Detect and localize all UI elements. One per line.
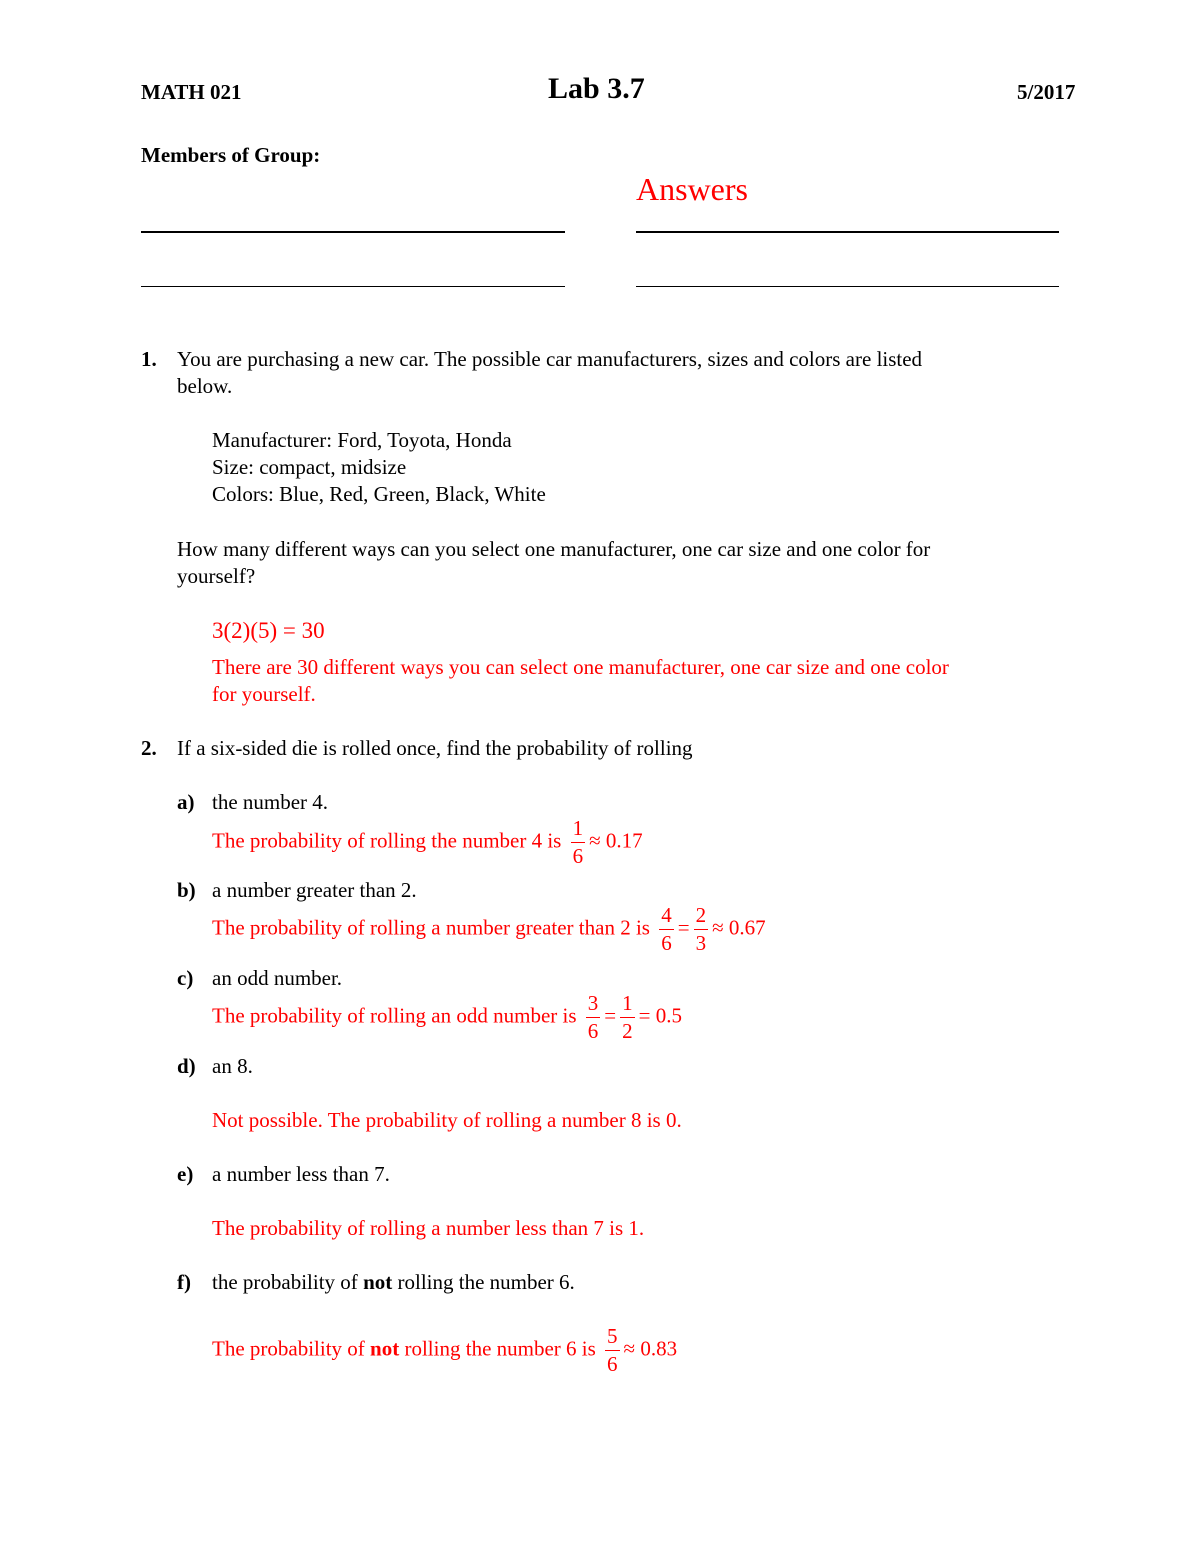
q1-answer-line1: There are 30 different ways you can select one manufacturer, one car size and one color: [212, 655, 949, 679]
answer-text: The probability of rolling the number 4 is: [212, 828, 562, 853]
member-line-2: [636, 231, 1059, 233]
q1-question-line1: How many different ways can you select one manufacturer, one car size and one color for: [177, 537, 931, 561]
fraction: $\frac{1}{6}$: [572, 816, 584, 868]
part-text: a number greater than 2.: [212, 878, 417, 902]
q1-prompt-line2: below.: [177, 374, 233, 398]
part-letter: d): [177, 1054, 196, 1078]
q2-number: 2.: [141, 736, 157, 760]
part-text: the number 4.: [212, 790, 329, 814]
q1-question-line2: yourself?: [177, 564, 256, 588]
part-letter: e): [177, 1162, 194, 1186]
q1-prompt-line1: You are purchasing a new car. The possible car manufacturers, sizes and colors are listed: [177, 347, 923, 371]
q1-manufacturer: Manufacturer: Ford, Toyota, Honda: [212, 428, 512, 452]
part-b-answer: [212, 905, 766, 954]
fraction: $\frac{1}{2}$: [622, 991, 633, 1043]
q1-answer-line2: for yourself.: [212, 682, 316, 706]
q1-answer-equation: 3(2)(5) = 30: [212, 618, 325, 643]
part-text: an 8.: [212, 1054, 253, 1078]
equals-sign: =: [677, 915, 690, 940]
approx-value: ≈ 0.67: [712, 915, 766, 940]
members-label: Members of Group:: [141, 143, 321, 167]
q1-size: Size: compact, midsize: [212, 455, 407, 479]
part-text: an odd number.: [212, 966, 343, 990]
fraction: $\frac{4}{6}$: [661, 903, 672, 955]
q1-number: 1.: [141, 347, 157, 371]
part-text: the probability of not rolling the number 6.: [212, 1270, 575, 1294]
member-line-1: [141, 231, 565, 233]
approx-value: ≈ 0.17: [589, 828, 643, 853]
equals-sign: =: [604, 1003, 617, 1028]
q1-colors: Colors: Blue, Red, Green, Black, White: [212, 482, 546, 506]
q2-prompt: If a six-sided die is rolled once, find the probability of rolling: [177, 736, 693, 760]
approx-value: = 0.5: [638, 1003, 682, 1028]
part-f-answer: The probability of not rolling the number 6 is $\frac{5}{6}$ ≈ 0.83: [212, 1324, 678, 1376]
part-letter: a): [177, 790, 195, 814]
part-e-answer: The probability of rolling a number less than 7 is 1.: [212, 1216, 645, 1240]
answer-text: The probability of rolling an odd number is: [212, 1003, 577, 1028]
part-text: a number less than 7.: [212, 1162, 390, 1186]
part-letter: f): [177, 1270, 191, 1294]
date: 5/2017: [1017, 80, 1076, 104]
part-letter: c): [177, 966, 194, 990]
approx-value: ≈ 0.83: [623, 1336, 678, 1361]
part-d-answer: Not possible. The probability of rolling a number 8 is 0.: [212, 1108, 682, 1132]
part-letter: b): [177, 878, 196, 902]
page-title: Lab 3.7: [548, 72, 645, 105]
part-a-answer: [212, 818, 643, 867]
fraction: $\frac{5}{6}$: [607, 1324, 618, 1376]
part-c-answer: [212, 993, 682, 1042]
member-line-3: [141, 286, 565, 287]
fraction: $\frac{2}{3}$: [695, 903, 707, 955]
answer-text: The probability of rolling a number greater than 2 is: [212, 915, 650, 940]
member-line-4: [636, 286, 1059, 287]
course-code: MATH 021: [141, 80, 242, 104]
fraction: $\frac{3}{6}$: [587, 991, 599, 1043]
answers-label: Answers: [636, 171, 748, 207]
